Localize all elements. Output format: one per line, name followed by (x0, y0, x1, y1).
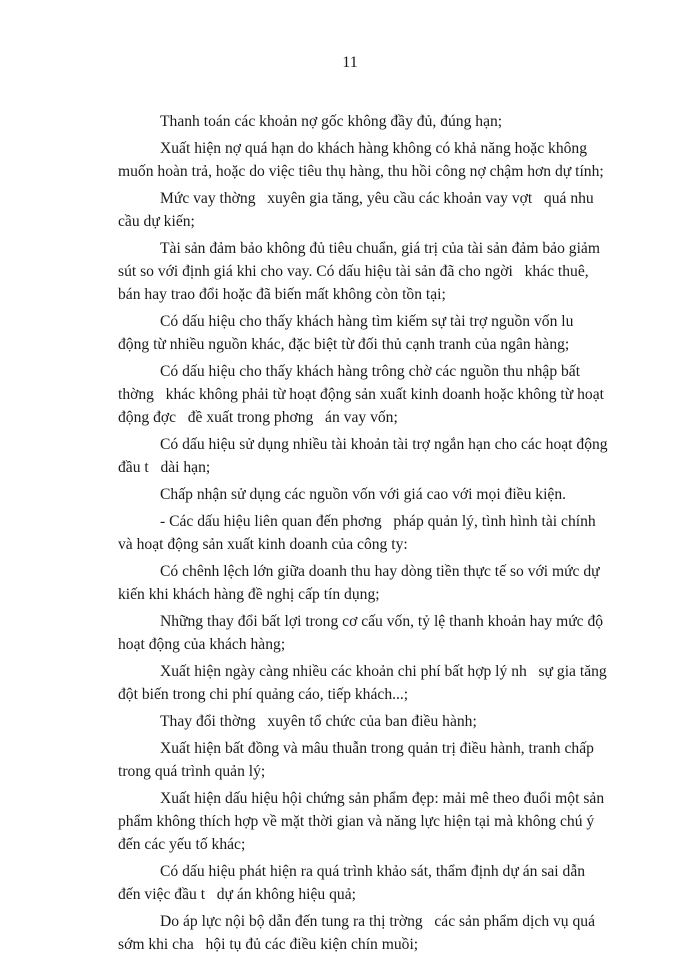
text-line: Có dấu hiệu cho thấy khách hàng tìm kiếm sự tài trợ nguồn vốn lu (160, 313, 574, 330)
paragraph (118, 237, 634, 306)
paragraph (118, 660, 634, 706)
text-line: muốn hoàn trả, hoặc do việc tiêu thụ hàng, thu hồi công nợ chậm hơn dự tính; (118, 163, 604, 180)
text-line: Do áp lực nội bộ dẫn đến tung ra thị trờng các sản phẩm dịch vụ quá (160, 913, 596, 930)
text-line: và hoạt động sản xuất kinh doanh của công ty: (118, 536, 408, 553)
text-line: Xuất hiện ngày càng nhiều các khoản chi phí bất hợp lý nh sự gia tăng (160, 663, 607, 680)
text-line: Xuất hiện bất đồng và mâu thuẫn trong quản trị điều hành, tranh chấp (160, 740, 594, 757)
text-line: động từ nhiều nguồn khác, đặc biệt từ đối thủ cạnh tranh của ngân hàng; (118, 336, 570, 353)
page-number: 11 (342, 54, 358, 71)
paragraph (118, 110, 634, 133)
text-line: Tài sản đảm bảo không đủ tiêu chuẩn, giá trị của tài sản đảm bảo giảm (160, 240, 600, 257)
text-line: đầu t dài hạn; (118, 459, 211, 476)
text-line: Có dấu hiệu phát hiện ra quá trình khảo sát, thẩm định dự án sai dẫn (160, 863, 586, 880)
paragraph (118, 510, 634, 556)
text-line: Mức vay thờng xuyên gia tăng, yêu cầu các khoản vay vợt quá nhu (160, 190, 594, 207)
paragraph (118, 737, 634, 783)
text-line: hoạt động của khách hàng; (118, 636, 286, 653)
text-line: Những thay đổi bất lợi trong cơ cấu vốn, tỷ lệ thanh khoản hay mức độ (160, 613, 604, 630)
text-line: Có dấu hiệu cho thấy khách hàng trông chờ các nguồn thu nhập bất (160, 363, 581, 380)
text-line: Thanh toán các khoản nợ gốc không đầy đủ, đúng hạn; (160, 113, 503, 130)
text-line: đến việc đầu t dự án không hiệu quả; (118, 886, 356, 903)
paragraph (118, 360, 634, 429)
text-line: cầu dự kiến; (118, 213, 195, 230)
paragraph (118, 433, 634, 479)
text-line: đột biến trong chi phí quảng cáo, tiếp khách...; (118, 686, 409, 703)
text-line: Thay đổi thờng xuyên tổ chức của ban điều hành; (160, 713, 477, 730)
text-line: Có dấu hiệu sử dụng nhiều tài khoản tài trợ ngắn hạn cho các hoạt động (160, 436, 608, 453)
paragraph (118, 137, 634, 183)
text-line: đến các yếu tố khác; (118, 836, 246, 853)
text-line: phẩm không thích hợp về mặt thời gian và năng lực hiện tại mà không chú ý (118, 813, 595, 830)
paragraph (118, 560, 634, 606)
paragraph (118, 787, 634, 856)
text-line: Xuất hiện nợ quá hạn do khách hàng không có khả năng hoặc không (160, 140, 588, 157)
text-line: Chấp nhận sử dụng các nguồn vốn với giá cao với mọi điều kiện. (160, 486, 567, 503)
paragraph (118, 483, 634, 506)
text-line: trong quá trình quản lý; (118, 763, 266, 780)
paragraph (118, 610, 634, 656)
text-line: Xuất hiện dấu hiệu hội chứng sản phẩm đẹp: mải mê theo đuổi một sản (160, 790, 605, 807)
text-line: kiến khi khách hàng đề nghị cấp tín dụng; (118, 586, 380, 603)
text-line: - Các dấu hiệu liên quan đến phơng pháp quản lý, tình hình tài chính (160, 513, 596, 530)
paragraph (118, 310, 634, 356)
text-line: bán hay trao đổi hoặc đã biến mất không còn tồn tại; (118, 286, 446, 303)
text-line: sớm khi cha hội tụ đủ các điều kiện chín muồi; (118, 936, 419, 953)
paragraph (118, 710, 634, 733)
text-line: thờng khác không phải từ hoạt động sản xuất kinh doanh hoặc không từ hoạt (118, 386, 604, 403)
text-line: động đợc đề xuất trong phơng án vay vốn; (118, 409, 398, 426)
paragraph (118, 187, 634, 233)
paragraph (118, 860, 634, 906)
text-line: sút so với định giá khi cho vay. Có dấu hiệu tài sản đã cho ngời khác thuê, (118, 263, 589, 280)
paragraph (118, 910, 634, 956)
text-line: Có chênh lệch lớn giữa doanh thu hay dòng tiền thực tế so với mức dự (160, 563, 600, 580)
body-text (118, 110, 634, 960)
